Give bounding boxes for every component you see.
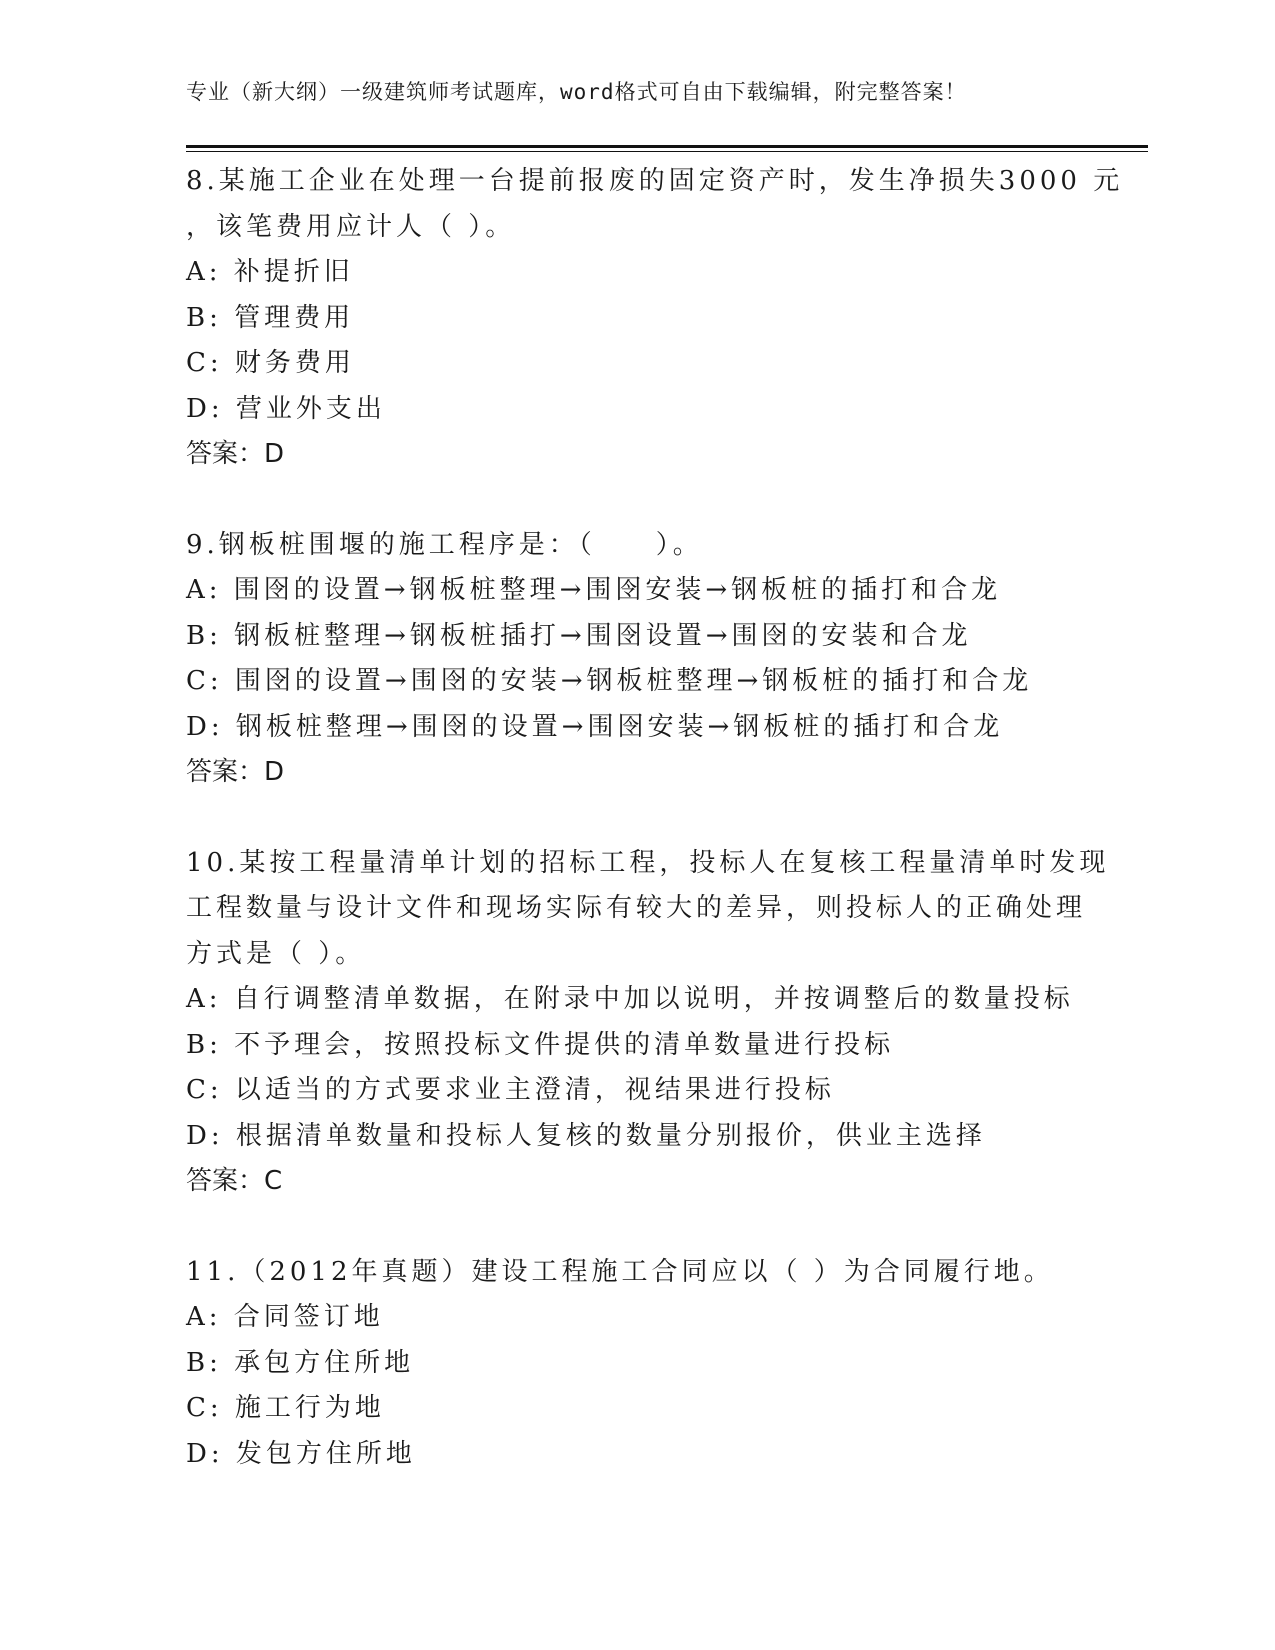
question-stem xyxy=(186,1250,1136,1296)
option-d: D: 发包方住所地 xyxy=(186,1438,416,1469)
stem-line: ，该笔费用应计人（ ）。 xyxy=(186,211,516,242)
option-c: C: 围囹的设置→围囹的安装→钢板桩整理→钢板桩的插打和合龙 xyxy=(186,666,1033,696)
question-9 xyxy=(186,523,1136,796)
stem-line: 8.某施工企业在处理一台提前报废的固定资产时，发生净损失3000 元 xyxy=(186,166,1124,196)
header-divider-thin xyxy=(186,151,1148,152)
stem-line: 方式是（ ）。 xyxy=(186,938,366,969)
question-8 xyxy=(186,159,1136,478)
question-11 xyxy=(186,1250,1136,1478)
option-a: A: 合同签订地 xyxy=(186,1302,384,1332)
option-a: A: 自行调整清单数据，在附录中加以说明，并按调整后的数量投标 xyxy=(186,984,1074,1014)
question-stem xyxy=(186,841,1136,978)
question-10 xyxy=(186,841,1136,1205)
option-d: D: 营业外支出 xyxy=(186,393,386,424)
stem-line: 11.（2012年真题）建设工程施工合同应以（ ）为合同履行地。 xyxy=(186,1256,1054,1287)
answer: 答案：D xyxy=(186,439,285,469)
question-stem xyxy=(186,523,1136,569)
option-d: D: 钢板桩整理→围囹的设置→围囹安装→钢板桩的插打和合龙 xyxy=(186,711,1004,742)
question-list xyxy=(186,159,1136,1522)
option-a: A: 补提折旧 xyxy=(186,257,354,287)
option-b: B: 不予理会，按照投标文件提供的清单数量进行投标 xyxy=(186,1029,895,1060)
option-a: A: 围囹的设置→钢板桩整理→围囹安装→钢板桩的插打和合龙 xyxy=(186,575,1002,605)
question-stem xyxy=(186,159,1136,250)
option-b: B: 管理费用 xyxy=(186,302,355,333)
option-d: D: 根据清单数量和投标人复核的数量分别报价，供业主选择 xyxy=(186,1120,986,1151)
header-divider xyxy=(186,145,1148,148)
answer: 答案：D xyxy=(186,757,285,787)
option-b: B: 承包方住所地 xyxy=(186,1347,415,1378)
stem-line: 工程数量与设计文件和现场实际有较大的差异，则投标人的正确处理 xyxy=(186,893,1087,923)
answer: 答案：C xyxy=(186,1166,283,1196)
option-c: C: 以适当的方式要求业主澄清，视结果进行投标 xyxy=(186,1075,835,1105)
page-header: 专业（新大纲）一级建筑师考试题库，word格式可自由下载编辑，附完整答案！ xyxy=(186,80,967,104)
option-b: B: 钢板桩整理→钢板桩插打→围囹设置→围囹的安装和合龙 xyxy=(186,620,972,651)
stem-line: 9.钢板桩围堰的施工程序是：（ ）。 xyxy=(186,529,703,560)
option-c: C: 施工行为地 xyxy=(186,1393,385,1423)
stem-line: 10.某按工程量清单计划的招标工程，投标人在复核工程量清单时发现 xyxy=(186,847,1110,878)
option-c: C: 财务费用 xyxy=(186,348,355,378)
